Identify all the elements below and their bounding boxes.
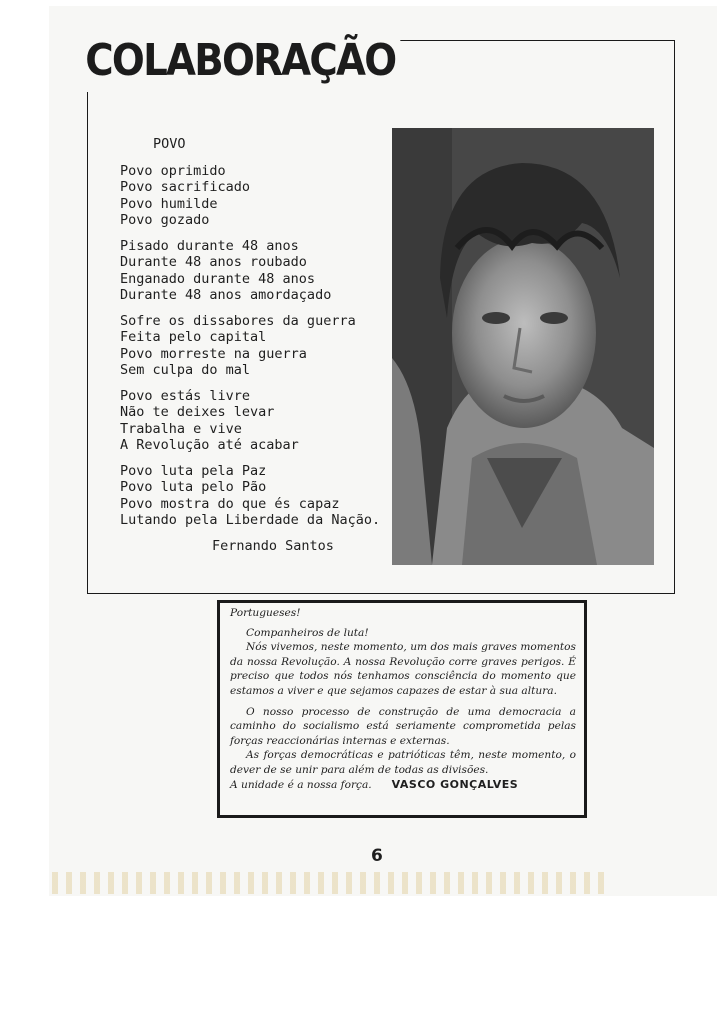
quote-salutation: Portugueses! [230, 607, 301, 619]
poem-line: Durante 48 anos roubado [120, 254, 307, 270]
poem-line: Povo gozado [120, 212, 210, 228]
stanza [120, 313, 390, 379]
poem-line: A Revolução até acabar [120, 437, 299, 453]
quote-signature: VASCO GONÇALVES [391, 777, 519, 791]
poem-line: Feita pelo capital [120, 329, 267, 345]
poem-line: Povo humilde [120, 195, 218, 212]
poem-line: Não te deixes levar [120, 404, 275, 420]
quote-greeting: Companheiros de luta! [246, 626, 369, 639]
poem-line: Povo oprimido [120, 162, 226, 179]
quote-box [217, 600, 587, 818]
poem-line: Povo mostra do que és capaz [120, 495, 340, 512]
quote-paragraph: O nosso processo de construção de uma democracia a caminho do socialismo está seriamente comprometida pelas forças reaccionárias internas e externas. [230, 705, 576, 747]
poem-line: Povo morreste na guerra [120, 345, 307, 362]
poem-line: Povo estás livre [120, 387, 251, 404]
page-number: 6 [371, 846, 383, 866]
poem-line: Sofre os dissabores da guerra [120, 312, 356, 329]
quote-closing-line [230, 778, 576, 793]
poem-line: Povo luta pela Paz [120, 462, 267, 479]
poem-line: Lutando pela Liberdade da Nação. [120, 512, 381, 528]
poem [120, 136, 390, 554]
quote-paragraph: Nós vivemos, neste momento, um dos mais graves momentos da nossa Revolução. A nossa Revolução corre graves perigos. É preciso que todos nós tenhamos consciência do momento que estamos a viver e que sejamos capazes de estar à sua altura. [230, 641, 576, 697]
stanza [120, 238, 390, 304]
quote-paragraph: As forças democráticas e patrióticas têm, neste momento, o dever de se unir para além de todas as divisões. [230, 749, 576, 776]
poem-line: Povo luta pelo Pão [120, 479, 267, 495]
paper-stain [52, 872, 612, 894]
boy-portrait-photo [392, 128, 654, 565]
poem-line: Povo sacrificado [120, 179, 251, 195]
quote-closing: A unidade é a nossa força. [230, 778, 372, 791]
poem-line: Pisado durante 48 anos [120, 237, 299, 254]
poem-line: Sem culpa do mal [120, 362, 251, 378]
poem-line: Enganado durante 48 anos [120, 270, 316, 287]
poem-line: Durante 48 anos amordaçado [120, 287, 332, 303]
stanza [120, 388, 390, 454]
section-heading: COLABORAÇÃO [80, 30, 401, 92]
poem-title: POVO [153, 136, 186, 152]
stanza [120, 463, 390, 529]
poem-author: Fernando Santos [212, 537, 334, 554]
stanza [120, 163, 390, 229]
poem-line: Trabalha e vive [120, 420, 242, 437]
